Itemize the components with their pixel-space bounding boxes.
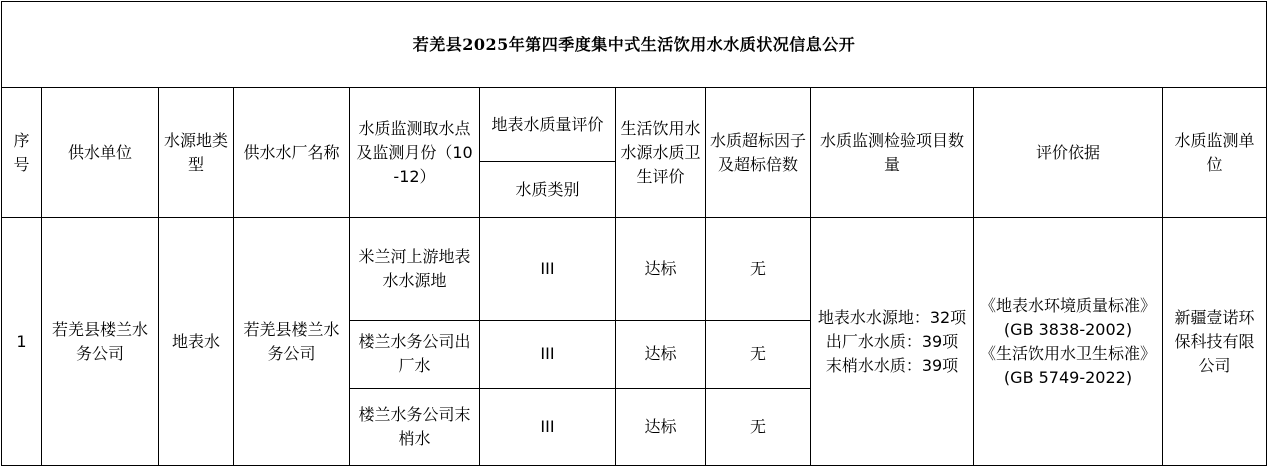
- cell-sampling: 楼兰水务公司末梢水: [350, 388, 480, 465]
- header-monitor-unit: 水质监测单位: [1163, 88, 1267, 218]
- cell-basis: [974, 218, 1163, 466]
- header-sampling: 水质监测取水点及监测月份（10-12）: [350, 88, 480, 218]
- cell-items-count: [811, 218, 974, 466]
- items-count-line: 末梢水水质：39项: [825, 355, 959, 375]
- header-seq: 序号: [2, 88, 42, 218]
- cell-supplier: 若羌县楼兰水务公司: [42, 218, 159, 466]
- water-quality-table: [1, 1, 1267, 466]
- cell-sampling: 米兰河上游地表水水源地: [350, 218, 480, 320]
- cell-sampling: 楼兰水务公司出厂水: [350, 320, 480, 388]
- header-water-class: 水质类别: [480, 162, 616, 218]
- cell-hygiene-eval: 达标: [616, 218, 706, 320]
- cell-water-class: III: [480, 218, 616, 320]
- cell-plant: 若羌县楼兰水务公司: [234, 218, 350, 466]
- cell-hygiene-eval: 达标: [616, 320, 706, 388]
- basis-line: 《生活饮用水卫生标准》(GB 5749-2022): [979, 343, 1156, 387]
- basis-line: 《地表水环境质量标准》(GB 3838-2002): [979, 295, 1156, 339]
- header-plant: 供水水厂名称: [234, 88, 350, 218]
- page-title: 若羌县2025年第四季度集中式生活饮用水水质状况信息公开: [2, 2, 1267, 88]
- cell-exceed: 无: [706, 320, 811, 388]
- title-row: [2, 2, 1267, 88]
- cell-hygiene-eval: 达标: [616, 388, 706, 465]
- items-count-line: 地表水水源地：32项: [817, 307, 967, 327]
- cell-exceed: 无: [706, 218, 811, 320]
- items-count-line: 出厂水水质：39项: [825, 331, 959, 351]
- header-basis: 评价依据: [974, 88, 1163, 218]
- header-hygiene-eval: 生活饮用水水源水质卫生评价: [616, 88, 706, 218]
- table-row: [2, 218, 1267, 320]
- cell-monitor-unit: 新疆壹诺环保科技有限公司: [1163, 218, 1267, 466]
- cell-water-class: III: [480, 320, 616, 388]
- cell-source-type: 地表水: [159, 218, 234, 466]
- cell-water-class: III: [480, 388, 616, 465]
- header-exceed: 水质超标因子及超标倍数: [706, 88, 811, 218]
- header-supplier: 供水单位: [42, 88, 159, 218]
- header-items-count: 水质监测检验项目数量: [811, 88, 974, 218]
- header-row: [2, 88, 1267, 162]
- cell-exceed: 无: [706, 388, 811, 465]
- header-source-type: 水源地类型: [159, 88, 234, 218]
- header-surface-eval: 地表水质量评价: [480, 88, 616, 162]
- cell-seq: 1: [2, 218, 42, 466]
